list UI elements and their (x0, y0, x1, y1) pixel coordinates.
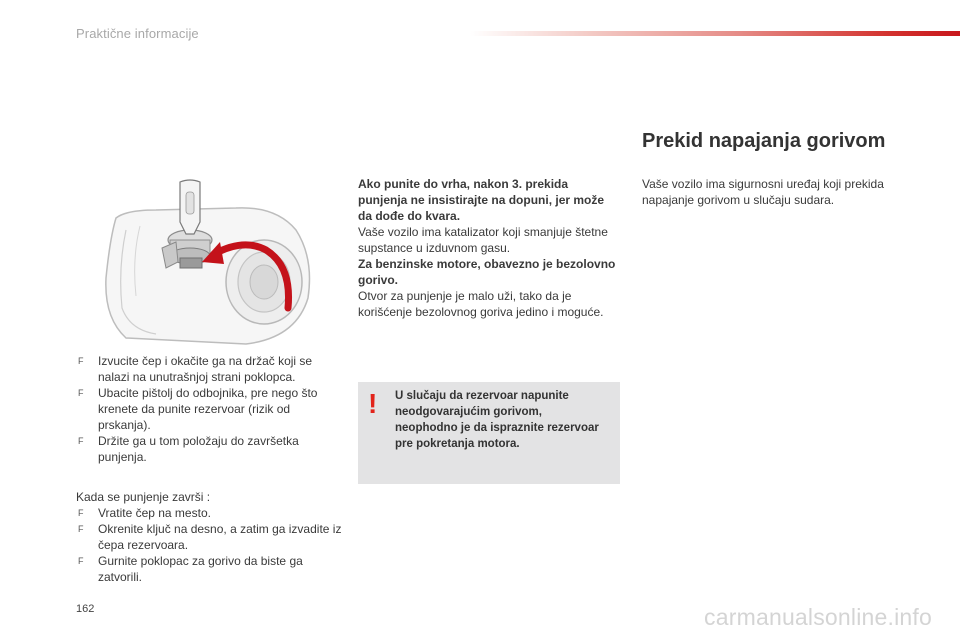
warning-icon: ! (368, 388, 378, 419)
list-item (76, 521, 346, 553)
step-text: Ubacite pištolj do odbojnika, pre nego što krenete da punite rezervoar (rizik od prskanja). (98, 386, 318, 432)
step-text: Izvucite čep i okačite ga na držač koji se nalazi na unutrašnjoj strani poklopca. (98, 354, 313, 384)
fuel-notes-column (358, 176, 620, 320)
unleaded-required-text: Za benzinske motore, obavezno je bezolovno gorivo. (358, 257, 616, 287)
bullet-icon: F (78, 436, 84, 446)
after-refuel-intro: Kada se punjenje završi : (76, 490, 211, 504)
warning-text: U slučaju da rezervoar napunite neodgovarajućim gorivom, neophodno je da ispraznite rezervoar pre pokretanja motora. (395, 390, 599, 450)
warning-box (358, 382, 620, 484)
refuel-steps-list (76, 353, 346, 465)
list-item (76, 505, 346, 521)
catalyst-text: Vaše vozilo ima katalizator koji smanjuje štetne supstance u izduvnom gasu. (358, 225, 608, 255)
list-item (76, 433, 346, 465)
list-item (76, 553, 346, 585)
list-item (76, 353, 346, 385)
bullet-icon: F (78, 556, 84, 566)
list-item (76, 385, 346, 433)
bullet-icon: F (78, 388, 84, 398)
watermark-text: carmanualsonline.info (704, 604, 932, 630)
bullet-icon: F (78, 356, 84, 366)
step-text: Držite ga u tom položaju do završetka punjenja. (98, 434, 299, 464)
fuel-cutoff-text: Vaše vozilo ima sigurnosni uređaj koji prekida napajanje gorivom u slučaju sudara. (642, 177, 884, 207)
fuel-cap-illustration (96, 178, 318, 346)
after-refuel-steps-list (76, 505, 346, 585)
page-number: 162 (76, 603, 95, 615)
step-text: Vratite čep na mesto. (98, 506, 211, 520)
section-title: Praktične informacije (76, 26, 199, 41)
overfill-warning-text: Ako punite do vrha, nakon 3. prekida punjenja ne insistirajte na dopuni, jer može da dođe do kvara. (358, 177, 605, 223)
step-text: Okrenite ključ na desno, a zatim ga izvadite iz čepa rezervoara. (98, 522, 342, 552)
filler-neck-text: Otvor za punjenje je malo uži, tako da je korišćenje bezolovnog goriva jedino i moguće. (358, 289, 604, 319)
step-text: Gurnite poklopac za gorivo da biste ga zatvorili. (98, 554, 303, 584)
section-heading: Prekid napajanja gorivom (642, 130, 886, 152)
header-accent-bar (470, 31, 960, 36)
bullet-icon: F (78, 524, 84, 534)
bullet-icon: F (78, 508, 84, 518)
